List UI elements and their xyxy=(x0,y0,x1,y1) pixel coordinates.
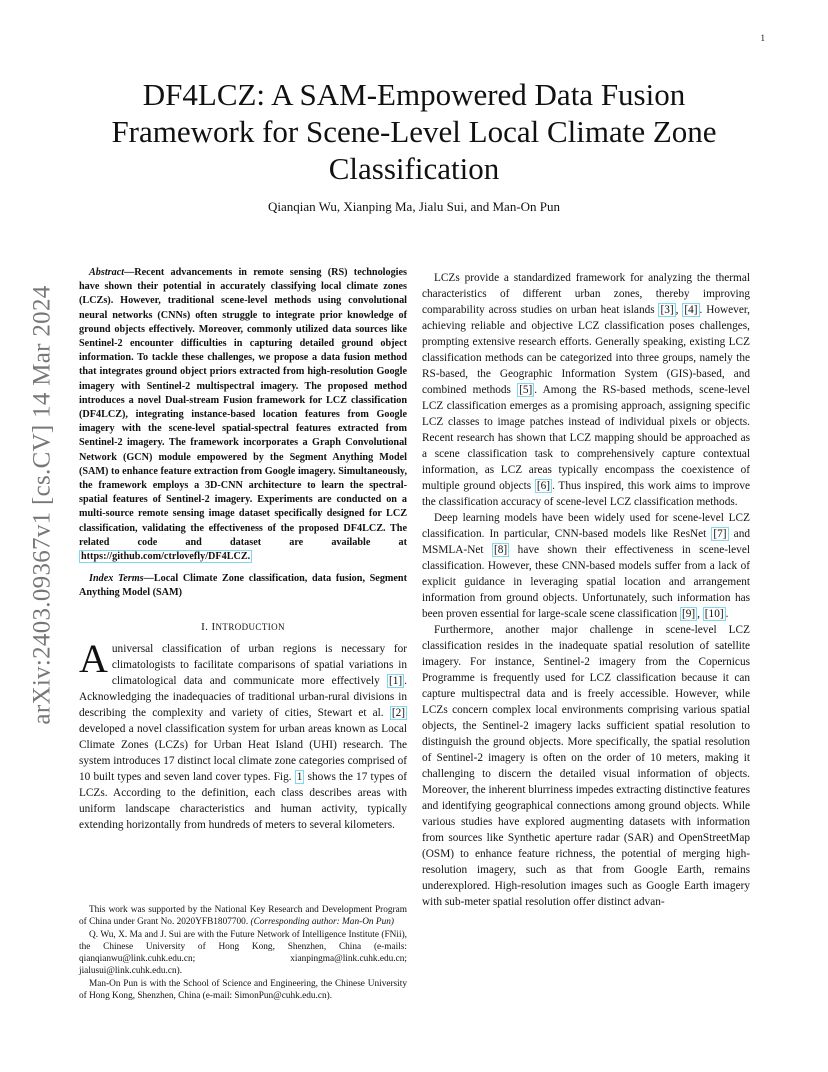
page-number: 1 xyxy=(760,33,765,43)
abstract-text: —Recent advancements in remote sensing (RS) technologies have shown their potential in accurately classifying local climate zones (LCZs). However, traditional scene-level methods using convolutional neural networks (CNNs) often struggle to integrate prior knowledge of ground objects effectively. Moreover, commonly utilized data sources like Sentinel-2 encounter difficulties in capturing detailed ground object information. To tackle these challenges, we propose a data fusion method that integrates ground object priors extracted from high-resolution Google imagery with Sentinel-2 multispectral imagery. The proposed method introduces a novel Dual-stream Fusion framework for LCZ classification (DF4LCZ), integrating instance-based location features from Google imagery with the scene-level spatial-spectral features extracted from Sentinel-2 imagery. The framework incorporates a Graph Convolutional Network (GCN) module empowered by the Segment Anything Model (SAM) to enhance feature extraction from Google imagery. Simultaneously, the framework employs a 3D-CNN architecture to learn the spectral-spatial features of Sentinel-2 imagery. Experiments are conducted on a multi-source remote sensing image dataset specifically designed for LCZ classification, validating the effectiveness of the proposed DF4LCZ. The related code and dataset are available at xyxy=(79,267,407,548)
body-text: . Thus inspired, this work aims to improve the classification accuracy of scene-level LCZ classification methods. xyxy=(422,480,750,508)
section-rest: NTRODUCTION xyxy=(215,621,285,632)
body-text: LCZs provide a standardized framework for analyzing the thermal characteristics of different urban zones, thereby improving comparability across studies on urban heat islands xyxy=(422,272,750,316)
abstract xyxy=(79,266,407,564)
body-text: and MSMLA-Net xyxy=(422,528,750,556)
figure-link[interactable]: 1 xyxy=(296,770,303,783)
code-link[interactable]: https://github.com/ctrlovefly/DF4LCZ. xyxy=(81,551,251,563)
citation-link[interactable]: [8] xyxy=(494,544,508,556)
body-paragraph: Furthermore, another major challenge in scene-level LCZ classification resides in the inadequate spatial resolution of satellite imagery. For instance, Sentinel-2 imagery from the Copernicus Programme is frequently used for LCZ classification because it can capture multispectral data and is freely accessible. However, while LCZs concern complex local environments comprising various spatial objects, the Sentinel-2 imagery lacks sufficient spatial resolution to distinguish the ground objects. More specifically, the spatial resolution of Sentinel-2 imagery is often on the order of 10 meters, making it challenging to discern the detailed visual information of objects. Moreover, the inherent blurriness impedes extracting distinctive features and identifying geographical connections among ground objects. While various studies have explored augmenting datasets with information from sources like Synthetic aperture radar (SAR) and OpenStreetMap (OSM) to enhance feature richness, the potential of merging high-resolution imagery, such as that from Google Earth, remains underexplored. High-resolution images such as Google Earth imagery with sub-meter spatial resolution offer distinct advan- xyxy=(422,624,750,908)
funding-footnote xyxy=(79,904,407,929)
body-text: . xyxy=(725,608,729,620)
right-column xyxy=(422,270,750,910)
title-line: Framework for Scene-Level Local Climate Zone xyxy=(111,114,717,149)
title-line: Classification xyxy=(328,151,500,186)
citation-link[interactable]: [6] xyxy=(536,480,551,492)
index-terms-text: —Local Climate Zone classification, data fusion, Segment Anything Model (SAM) xyxy=(79,573,407,599)
footnote-italic: (Corresponding author: Man-On Pun) xyxy=(250,917,394,928)
author-list: Qianqian Wu, Xianping Ma, Jialu Sui, and Man-On Pun xyxy=(267,199,561,214)
affiliation-footnote: Q. Wu, X. Ma and J. Sui are with the Future Network of Intelligence Institute (FNii), the Chinese University of Hong Kong, Shenzhen, China (e-mails: qianqianwu@link.cuhk.edu.cn; xianpingma@link.cuhk.edu.cn; jialusui@link.cuhk.edu.cn). xyxy=(79,929,407,977)
abstract-label: Abstract xyxy=(89,267,125,278)
citation-link[interactable]: [5] xyxy=(519,384,533,396)
citation-link[interactable]: [2] xyxy=(391,706,405,719)
citation-link[interactable]: [4] xyxy=(684,304,698,316)
section-numeral: I. xyxy=(201,620,212,633)
citation-link[interactable]: [1] xyxy=(388,674,403,687)
left-column xyxy=(79,266,407,833)
body-text: . However, achieving reliable and objective LCZ classification poses challenges, prompting extensive research efforts. Generally speaking, existing LCZ classification methods can be categorized into three groups, namely the RS-based, the Geographic Information System (GIS)-based, and combined methods xyxy=(422,304,750,396)
citation-link[interactable]: [10] xyxy=(704,608,724,620)
footnote-text: This work was supported by the National Key Research and Development Program of China under Grant No. 2020YFB1807700. xyxy=(79,905,407,928)
intro-text: developed a novel classification system for urban areas known as Local Climate Zones (LCZs) for Urban Heat Island (UHI) research. The system introduces 17 distinct local climate zone categories comprised of 10 built types and seven land cover types. Fig. xyxy=(79,722,407,783)
arxiv-watermark xyxy=(28,285,58,725)
body-paragraph xyxy=(422,270,750,510)
paper-title xyxy=(0,76,828,187)
affiliation-footnote: Man-On Pun is with the School of Science and Engineering, the Chinese University of Hong Kong, Shenzhen, China (e-mail: SimonPun@cuhk.edu.cn). xyxy=(79,978,407,1002)
citation-link[interactable]: [3] xyxy=(660,304,674,316)
body-text: have shown their effectiveness in scene-level classification. However, these CNN-based models suffer from a lack of explicit guidance in leveraging spatial location and arrangement information from ground objects. Unfortunately, such information has been proven essential for large-scale scene classification xyxy=(422,544,750,620)
intro-paragraph xyxy=(79,635,407,833)
intro-text: . Acknowledging the inadequacies of traditional urban-rural divisions in describing the complexity and variety of cities, Stewart et al. xyxy=(79,674,407,719)
footnotes xyxy=(79,904,407,1002)
index-terms-label: Index Terms xyxy=(89,573,144,585)
index-terms xyxy=(79,572,407,600)
arxiv-id: arXiv:2403.09367v1 [cs.CV] 14 Mar 2024 xyxy=(29,285,56,725)
section-first-letter: I xyxy=(211,620,216,633)
citation-link[interactable]: [7] xyxy=(713,528,727,540)
body-text: . Among the RS-based methods, scene-level LCZ classification emerges as a promising approach, assigning specific LCZ classes to image patches instead of individual pixels or objects. Recent research has shown that LCZ mapping should be approached as a scene classification task to comprehensively capture contextual information, as LCZ areas typically encompass the coexistence of multiple ground objects xyxy=(422,384,750,492)
title-line: DF4LCZ: A SAM-Empowered Data Fusion xyxy=(142,77,686,112)
body-text: Deep learning models have been widely used for scene-level LCZ classification. In particular, CNN-based models like ResNet xyxy=(422,512,750,540)
citation-link[interactable]: [9] xyxy=(681,608,696,620)
section-heading xyxy=(79,619,407,635)
body-text: , xyxy=(675,304,683,316)
intro-text: universal classification of urban regions is necessary for climatologists to facilitate comparisons of spatial variations in climatological data and communicate more effectively xyxy=(111,642,407,687)
body-paragraph xyxy=(422,510,750,622)
drop-cap: A xyxy=(79,635,108,681)
body-text: , xyxy=(697,608,703,620)
intro-text: shows the 17 types of LCZs. According to the definition, each class describes areas with uniform landscape characteristics and human activity, typically extending horizontally from hundreds of meters to several kilometers. xyxy=(79,770,407,831)
